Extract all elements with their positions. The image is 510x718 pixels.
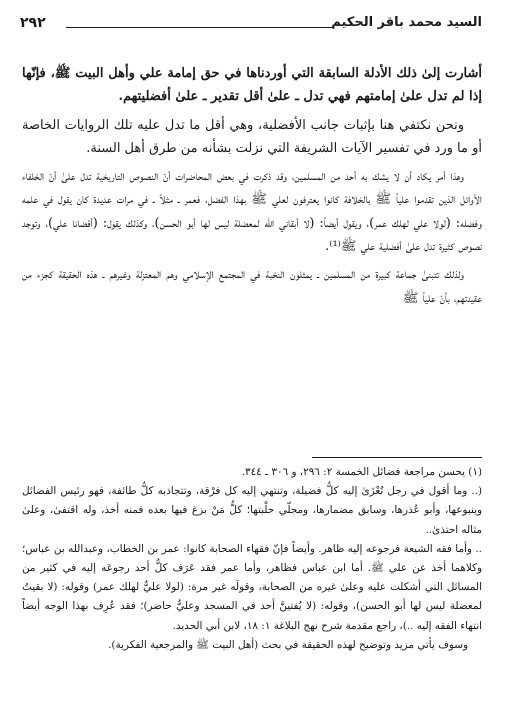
- footnote-separator: [312, 457, 482, 458]
- running-head-author: السيد محمد باقر الحكيم: [331, 15, 482, 30]
- paragraph-1: أشارت إلىٰ ذلك الأدلة السابقة التي أوردناها في حق إمامة علي وأهل البيت ﷺ، فإنّها إذا لم تدل علىٰ إمامتهم فهي تدل ـ علىٰ أقل تقدير ـ علىٰ أفضليتهم.: [22, 66, 482, 105]
- footnote-note: وسوف يأتي مزيد وتوضيح لهذه الحقيقة في بحث (أهل البيت ﷺ والمرجعية الفكرية).: [108, 638, 468, 651]
- paragraph-4: ولذلك تتبنىٰ جماعة كبيرة من المسلمين ـ يمثلون النخبة في المجتمع الإسلامي وهم المعتزلة وغيرهم ـ هذه الحقيقة كجزء من عقيدتهم، بأنّ علياً ﷺ: [22, 267, 482, 306]
- paragraph-2: ونحن نكتفي هنا بإثبات جانب الأفضلية، وهي أقل ما تدل عليه تلك الروايات الخاصة أو ما ورد في تفسير الآيات الشريفة التي نزلت بشأنه من طرق أهل السنة.: [22, 117, 482, 156]
- page-number: ٢٩٢: [20, 15, 46, 31]
- header-rule: [66, 27, 332, 28]
- footnote-1: (١) يحسن مراجعة فضائل الخمسة ٢: ٢٩٦، و ٣٠٦ ـ ٣٤٤.: [241, 466, 482, 478]
- footnote-quote-2: .. وأما فقه الشيعة فرجوعه إليه ظاهر. وأيضاً فإنّ فقهاء الصحابة كانوا: عمر بن الخطاب، وعبدالله بن عباس؛ وكلاهما أخذ عن علي ﷺ. أما ابن عباس فظاهر، وأما عمر فقد عَرَف كلٌّ أحد رجوعَه إليه في كثير من المسائل التي أشكلت عليه وعلىٰ غيره من الصحابة، وقولَه غير مرة: (لولا عليٌّ لهلك عمر) وقوله: (لا بقيتُ لمعضلة ليس لها أبو الحسن)، وقوله: (لا يُفتينَّ أحد في المسجد وعليٌّ حاضر)؛ فقد عُرِف بهذا الوجه أيضاً انتهاء الفقه إليه ..)، راجع مقدمة شرح نهج البلاغة ١: ١٨، لابن أبي الحديد.: [22, 542, 482, 632]
- paragraph-3: وهذا أمر يكاد أن لا يشك به أحد من المسلمين، وقد ذكرت في بعض المحاضرات أنّ النصوص التاريخية تدل علىٰ أنّ الخلفاء الأوائل الذين تقدموا علياً ﷺ بالخلافة كانوا يعترفون لعلي ﷺ بهذا الفضل، فعمر ـ مثلاً ـ في مرات عديدة كان يقول في علمه وفضله: (لولا علي لهلك عمر)، ويقول أيضاً: (لا أبقاني الله لمعضلة ليس لها أبو الحسن)، وكذلك يقول: (أقضانا علي)، وتوجد نصوص كثيرة تدل علىٰ أفضلية علي ﷺ⁽¹⁾.: [22, 169, 482, 255]
- footnote-quote-1: (.. وما أقول في رجل تُعْزَىٰ إليه كلُّ فضيلة، وتنتهي إليه كل فرْقة، وتتجاذبه كلُّ طائفة، فهو رئيس الفضائل وينبوعها، وأبو عُذرها، وسابق مضمارها، ومجلّي حلْبتها؛ كلُّ مَنْ بزغ فيها بعده فمنه أخذ، وله اقتفىٰ، وعلىٰ مثاله احتذىٰ..: [22, 485, 482, 536]
- main-text: [22, 62, 482, 315]
- page-header: [14, 12, 482, 34]
- footnotes: [22, 463, 482, 655]
